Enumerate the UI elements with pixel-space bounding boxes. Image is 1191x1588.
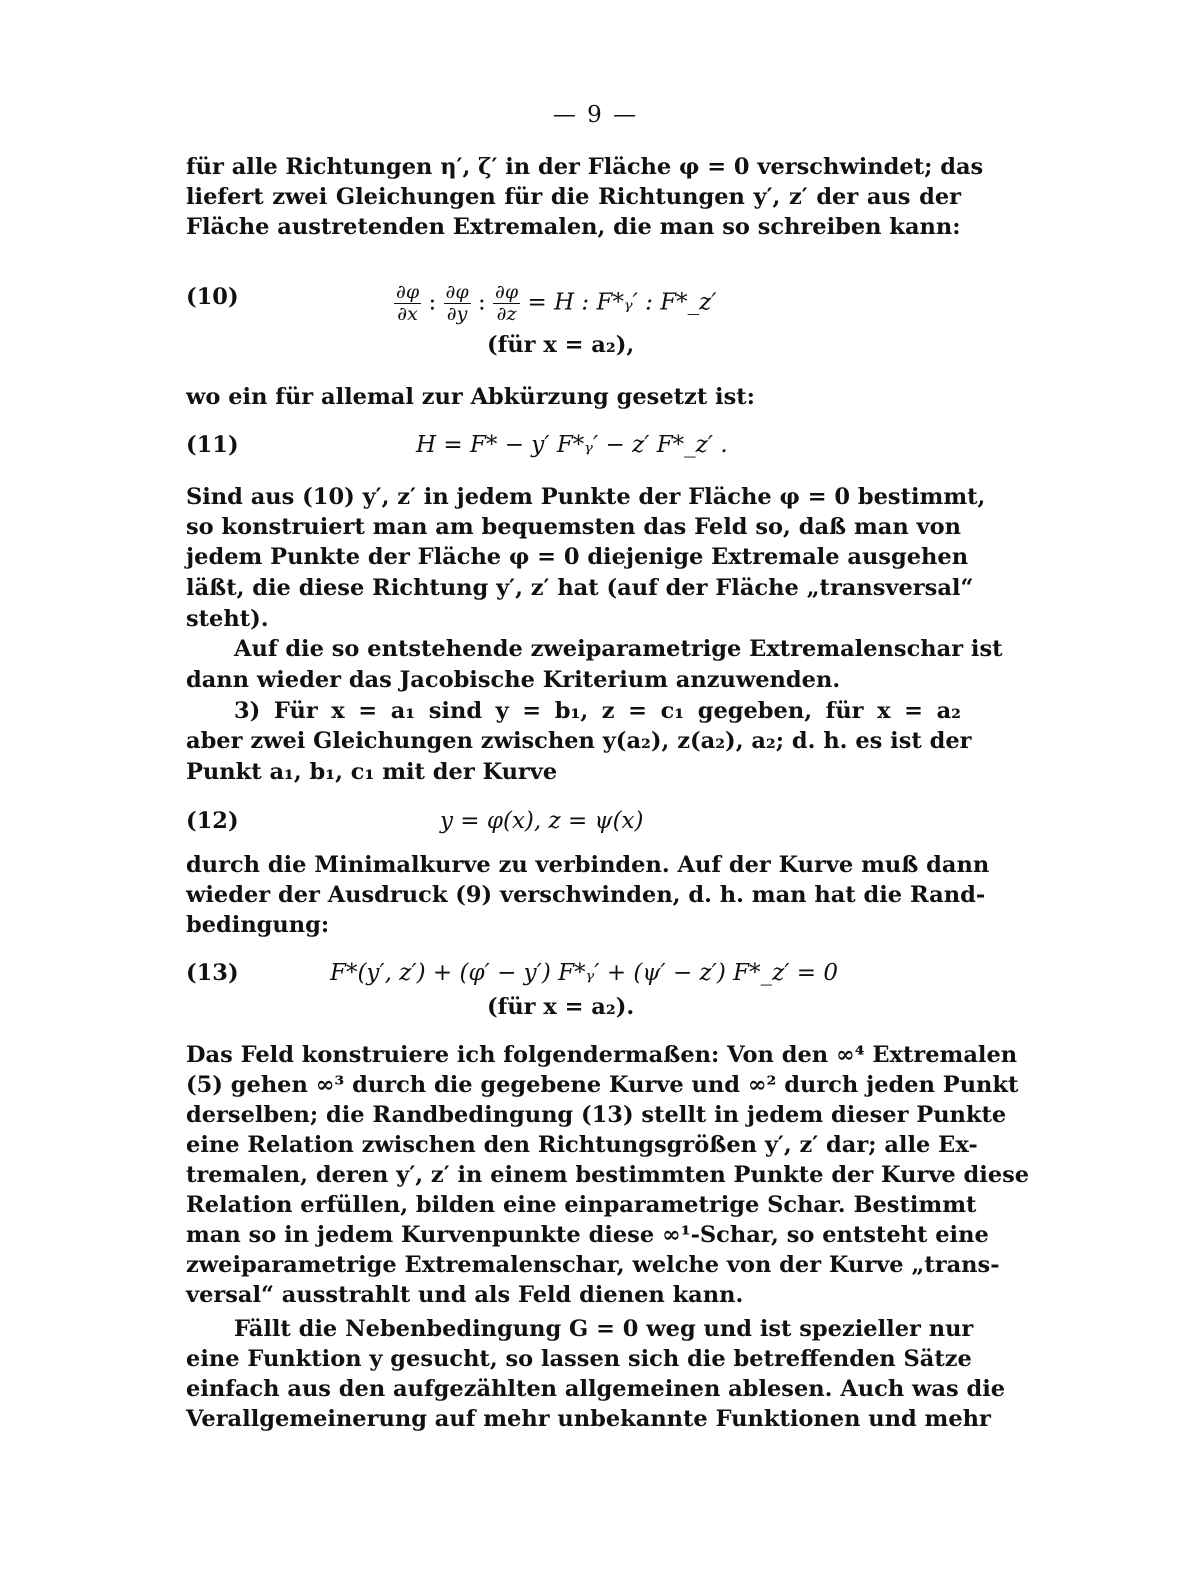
equation-condition: (für x = a₂).	[487, 994, 635, 1020]
equation-tail: = H : F*ᵧ′ : F*_z′	[527, 289, 717, 316]
page-number: — 9 —	[552, 102, 639, 128]
text-line: Verallgemeinerung auf mehr unbekannte Funktionen und mehr	[186, 1406, 991, 1432]
text-line: wieder der Ausdruck (9) verschwinden, d. h. man hat die Rand-	[186, 882, 986, 908]
text-line: man so in jedem Kurvenpunkte diese ∞¹-Schar, so entsteht eine	[186, 1222, 989, 1248]
text-line: versal“ ausstrahlt und als Feld dienen kann.	[186, 1282, 744, 1308]
text-line: liefert zwei Gleichungen für die Richtungen y′, z′ der aus der	[186, 184, 961, 210]
text-line: für alle Richtungen η′, ζ′ in der Fläche φ = 0 verschwindet; das	[186, 154, 984, 180]
text-line: (5) gehen ∞³ durch die gegebene Kurve und ∞² durch jeden Punkt	[186, 1072, 1019, 1098]
text-line: eine Funktion y gesucht, so lassen sich die betreffenden Sätze	[186, 1346, 972, 1372]
text-line: 3) Für x = a₁ sind y = b₁, z = c₁ gegeben, für x = a₂	[234, 698, 961, 724]
equation-12: y = φ(x), z = ψ(x)	[440, 808, 644, 834]
text-line: Sind aus (10) y′, z′ in jedem Punkte der Fläche φ = 0 bestimmt,	[186, 484, 986, 510]
text-line: Punkt a₁, b₁, c₁ mit der Kurve	[186, 759, 558, 785]
fraction: $\frac{\partial\varphi}{\partial y}$	[445, 281, 469, 325]
text-line: steht).	[186, 606, 269, 632]
text-line: einfach aus den aufgezählten allgemeinen ablesen. Auch was die	[186, 1376, 1006, 1402]
text-line: aber zwei Gleichungen zwischen y(a₂), z(a₂), a₂; d. h. es ist der	[186, 728, 972, 754]
text-line: derselben; die Randbedingung (13) stellt in jedem dieser Punkte	[186, 1102, 1007, 1128]
text-line: durch die Minimalkurve zu verbinden. Auf der Kurve muß dann	[186, 852, 990, 878]
text-line: Das Feld konstruiere ich folgendermaßen: Von den ∞⁴ Extremalen	[186, 1042, 1018, 1068]
text-line: Relation erfüllen, bilden eine einparametrige Schar. Bestimmt	[186, 1192, 977, 1218]
text-line: dann wieder das Jacobische Kriterium anzuwenden.	[186, 667, 841, 693]
equation-condition: (für x = a₂),	[487, 332, 635, 358]
equation-number: (11)	[186, 432, 239, 458]
text-line: wo ein für allemal zur Abkürzung gesetzt ist:	[186, 384, 755, 410]
equation-number: (13)	[186, 960, 239, 986]
text-line: zweiparametrige Extremalenschar, welche von der Kurve „trans-	[186, 1252, 1000, 1278]
text-line: eine Relation zwischen den Richtungsgrößen y′, z′ dar; alle Ex-	[186, 1132, 978, 1158]
text-line: Auf die so entstehende zweiparametrige Extremalenschar ist	[234, 636, 1003, 662]
fraction: $\frac{\partial\varphi}{\partial x}$	[396, 281, 420, 325]
text-line: so konstruiert man am bequemsten das Feld so, daß man von	[186, 514, 961, 540]
equation-13: F*(y′, z′) + (φ′ − y′) F*ᵧ′ + (ψ′ − z′) F*_z′ = 0	[330, 960, 838, 986]
text-line: Fläche austretenden Extremalen, die man so schreiben kann:	[186, 214, 961, 240]
text-line: tremalen, deren y′, z′ in einem bestimmten Punkte der Kurve diese	[186, 1162, 1030, 1188]
text-line: jedem Punkte der Fläche φ = 0 diejenige Extremale ausgehen	[186, 544, 969, 570]
text-line: läßt, die diese Richtung y′, z′ hat (auf der Fläche „transversal“	[186, 575, 974, 601]
equation-number: (10)	[186, 284, 239, 310]
text-line: Fällt die Nebenbedingung G = 0 weg und ist spezieller nur	[234, 1316, 974, 1342]
text-line: bedingung:	[186, 912, 330, 938]
equation-11: H = F* − y′ F*ᵧ′ − z′ F*_z′ .	[416, 432, 728, 458]
fraction: $\frac{\partial\varphi}{\partial z}$	[495, 281, 519, 325]
equation-10: $\frac{\partial\varphi}{\partial x}$ : $\frac{\partial\varphi}{\partial y}$ : $\frac{\partial\varphi}{\partial z}$ = H : F*ᵧ′ : F*_z′	[396, 281, 717, 325]
equation-number: (12)	[186, 808, 239, 834]
